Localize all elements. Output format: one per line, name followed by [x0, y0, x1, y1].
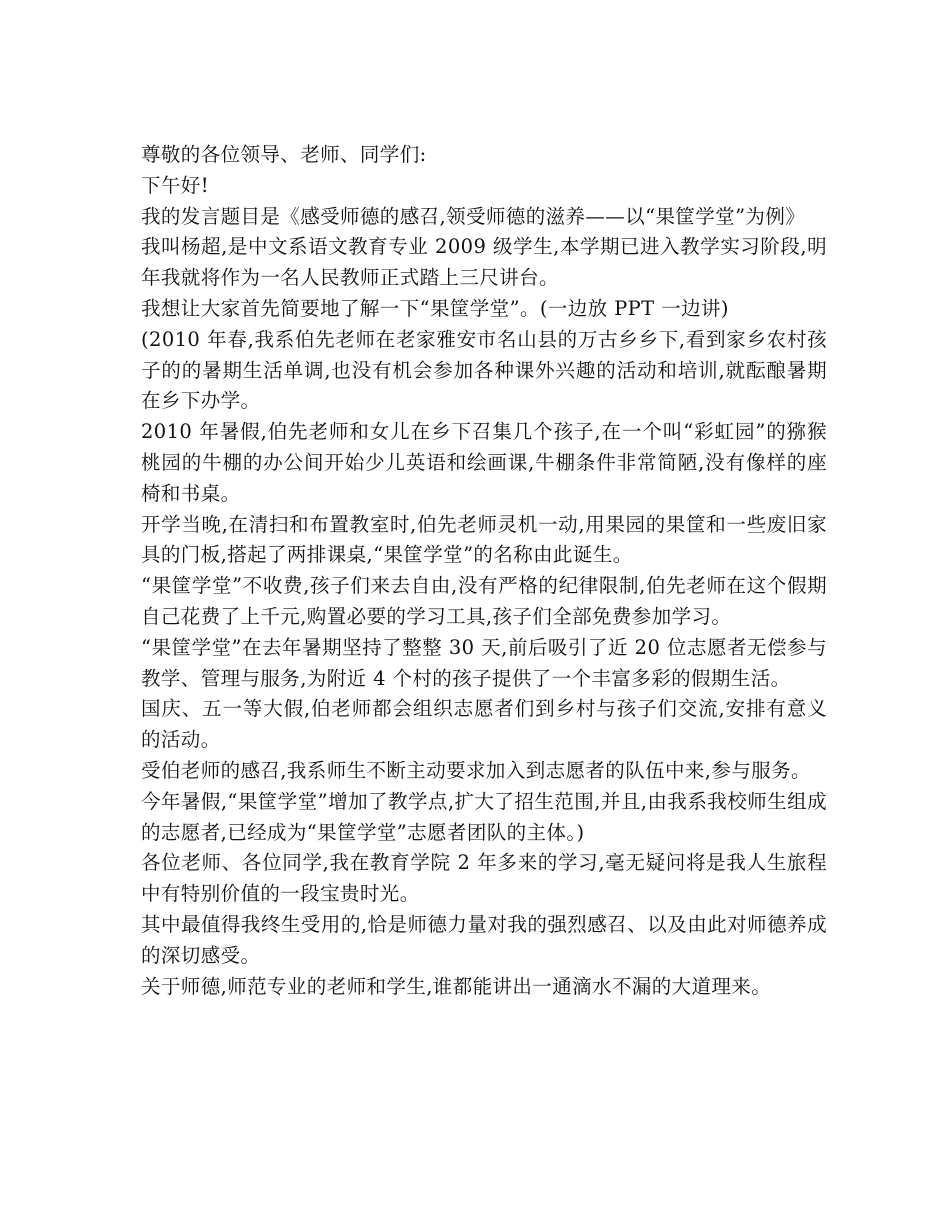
greeting: 下午好! — [141, 173, 209, 197]
paragraph-volunteers-join: 受伯老师的感召,我系师生不断主动要求加入到志愿者的队伍中来,参与服务。 — [141, 758, 811, 782]
paragraph-2010-spring: (2010 年春,我系伯先老师在老家雅安市名山县的万古乡乡下,看到家乡农村孩子的的暑期生活单调,也没有机会参加各种课外兴趣的活动和培训,就酝酿暑期在乡下办学。 — [141, 327, 827, 413]
paragraph-free-of-charge: “果筐学堂”不收费,孩子们来去自由,没有严格的纪律限制,伯先老师在这个假期自己花费了上千元,购置必要的学习工具,孩子们全部免费参加学习。 — [141, 574, 827, 628]
paragraph-holidays: 国庆、五一等大假,伯老师都会组织志愿者们到乡村与孩子们交流,安排有意义的活动。 — [141, 697, 827, 752]
paragraph-speech-title: 我的发言题目是《感受师德的感召,领受师德的滋养——以“果筐学堂”为例》 — [141, 204, 806, 228]
document-body — [141, 140, 827, 1002]
paragraph-two-years: 各位老师、各位同学,我在教育学院 2 年多来的学习,毫无疑问将是我人生旅程中有特别价值的一段宝贵时光。 — [141, 851, 827, 906]
paragraph-about-ethics: 关于师德,师范专业的老师和学生,谁都能讲出一通滴水不漏的大道理来。 — [141, 974, 772, 998]
paragraph-self-intro: 我叫杨超,是中文系语文教育专业 2009 级学生,本学期已进入教学实习阶段,明年我就将作为一名人民教师正式踏上三尺讲台。 — [141, 235, 827, 290]
paragraph-2010-summer: 2010 年暑假,伯先老师和女儿在乡下召集几个孩子,在一个叫“彩虹园”的猕猴桃园的牛棚的办公间开始少儿英语和绘画课,牛棚条件非常简陋,没有像样的座椅和书桌。 — [141, 420, 827, 505]
paragraph-intro-guokuang: 我想让大家首先简要地了解一下“果筐学堂”。(一边放 PPT 一边讲) — [141, 296, 729, 320]
salutation: 尊敬的各位领导、老师、同学们: — [141, 143, 427, 166]
paragraph-30-days: “果筐学堂”在去年暑期坚持了整整 30 天,前后吸引了近 20 位志愿者无偿参与教学、管理与服务,为附近 4 个村的孩子提供了一个丰富多彩的假期生活。 — [141, 635, 827, 690]
paragraph-this-summer: 今年暑假,“果筐学堂”增加了教学点,扩大了招生范围,并且,由我系我校师生组成的志愿者,已经成为“果筐学堂”志愿者团队的主体。) — [141, 789, 827, 844]
paragraph-opening-night: 开学当晚,在清扫和布置教室时,伯先老师灵机一动,用果园的果筐和一些废旧家具的门板,搭起了两排课桌,“果筐学堂”的名称由此诞生。 — [141, 512, 827, 567]
paragraph-most-valuable: 其中最值得我终生受用的,恰是师德力量对我的强烈感召、以及由此对师德养成的深切感受。 — [141, 912, 827, 967]
